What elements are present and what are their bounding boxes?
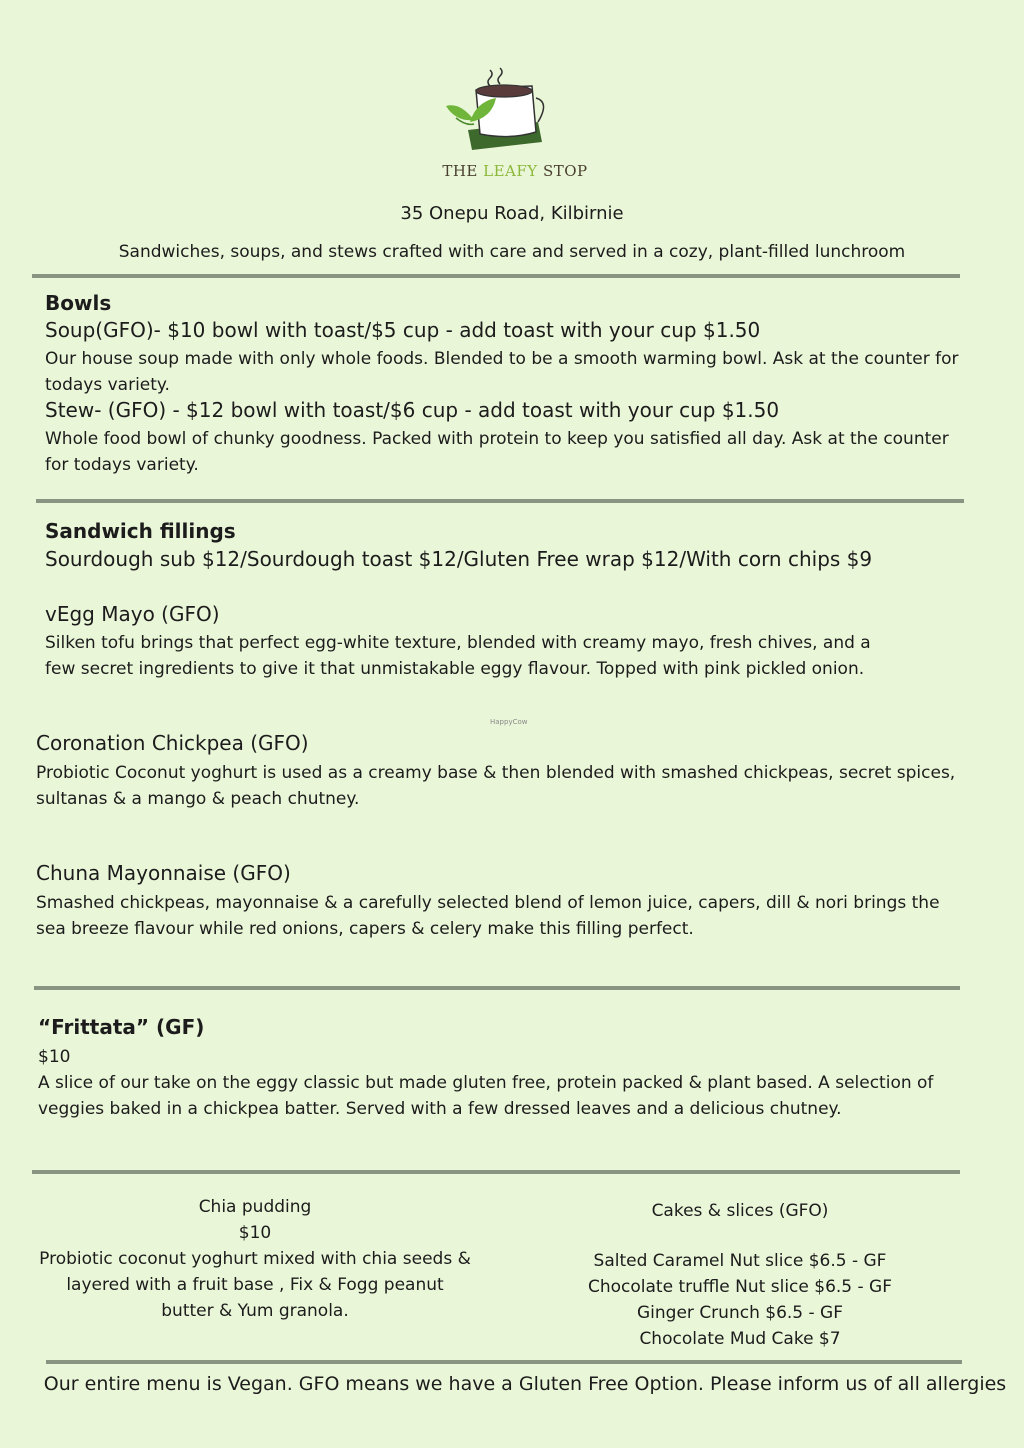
- cakes-title: Cakes & slices (GFO): [651, 1201, 829, 1221]
- frittata-description: A slice of our take on the eggy classic but made gluten free, protein packed & plant based. A selection of veggies baked in a chickpea batter. Served with a few dressed leaves and a delicious chutney.: [38, 1073, 934, 1119]
- chuna-mayonnaise-description: Smashed chickpeas, mayonnaise & a carefully selected blend of lemon juice, capers, dill & nori brings the sea breeze flavour while red onions, capers & celery make this filling perfect.: [36, 893, 940, 939]
- sandwich-options: Sourdough sub $12/Sourdough toast $12/Gluten Free wrap $12/With corn chips $9: [45, 547, 873, 571]
- bowls-heading: Bowls: [45, 291, 112, 315]
- cake-item: Ginger Crunch $6.5 - GF: [637, 1303, 843, 1323]
- cake-item: Chocolate truffle Nut slice $6.5 - GF: [587, 1277, 892, 1297]
- divider: [36, 499, 964, 503]
- chuna-mayonnaise-title: Chuna Mayonnaise (GFO): [36, 861, 291, 885]
- frittata-heading: “Frittata” (GF): [38, 1015, 205, 1039]
- watermark: HappyCow: [490, 718, 528, 726]
- divider: [34, 986, 960, 990]
- vegg-mayo-description: Silken tofu brings that perfect egg-white texture, blended with creamy mayo, fresh chives, and a few secret ingredients to give it that unmistakable eggy flavour. Topped with pink pickled onion.: [45, 633, 871, 679]
- tagline: Sandwiches, soups, and stews crafted with care and served in a cozy, plant-filled lunchroom: [118, 242, 906, 262]
- soup-title: Soup(GFO)- $10 bowl with toast/$5 cup - add toast with your cup $1.50: [45, 318, 761, 342]
- cake-item: Chocolate Mud Cake $7: [639, 1329, 841, 1349]
- cake-item: Salted Caramel Nut slice $6.5 - GF: [593, 1251, 887, 1271]
- soup-description: Our house soup made with only whole foods. Blended to be a smooth warming bowl. Ask at the counter for todays variety.: [45, 349, 959, 395]
- frittata-price: $10: [38, 1047, 71, 1067]
- chia-pudding-title: Chia pudding: [198, 1197, 312, 1217]
- cakes-block: [540, 1198, 940, 1352]
- brand-name: [420, 162, 610, 180]
- address: 35 Onepu Road, Kilbirnie: [400, 203, 624, 224]
- brand-name-mid: LEAFY: [483, 162, 538, 180]
- divider: [32, 274, 960, 278]
- divider: [46, 1360, 962, 1364]
- logo: [420, 62, 610, 182]
- stew-description: Whole food bowl of chunky goodness. Packed with protein to keep you satisfied all day. Ask at the counter for todays variety.: [45, 429, 949, 475]
- chia-pudding-price: $10: [238, 1223, 272, 1243]
- chia-pudding-block: [30, 1194, 480, 1324]
- teacup-icon: [420, 62, 610, 162]
- footer-note: Our entire menu is Vegan. GFO means we have a Gluten Free Option. Please inform us of all allergies: [43, 1373, 1007, 1395]
- chia-pudding-description: Probiotic coconut yoghurt mixed with chia seeds & layered with a fruit base , Fix & Fogg peanut butter & Yum granola.: [39, 1249, 471, 1321]
- coronation-chickpea-title: Coronation Chickpea (GFO): [36, 731, 309, 755]
- brand-name-post: STOP: [537, 162, 588, 180]
- sandwich-heading: Sandwich fillings: [45, 519, 236, 543]
- stew-title: Stew- (GFO) - $12 bowl with toast/$6 cup - add toast with your cup $1.50: [45, 398, 780, 422]
- vegg-mayo-title: vEgg Mayo (GFO): [45, 602, 220, 626]
- coronation-chickpea-description: Probiotic Coconut yoghurt is used as a creamy base & then blended with smashed chickpeas, secret spices, sultanas & a mango & peach chutney.: [36, 763, 956, 809]
- divider: [32, 1170, 960, 1174]
- brand-name-pre: THE: [442, 162, 484, 180]
